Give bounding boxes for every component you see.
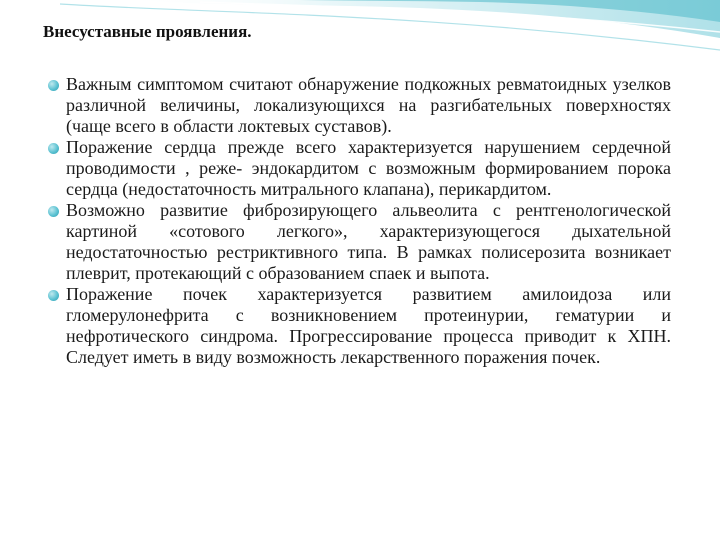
list-item-text: Поражение почек характеризуется развитием амилоидоза или гломерулонефрита с возникновением протеинурии, гематурии и нефротического синдрома. Прогрессирование процесса приводит к ХПН. Следует иметь в виду возможность лекарственного поражения почек. bbox=[66, 284, 671, 367]
bullet-icon bbox=[48, 143, 59, 154]
list-item-text: Важным симптомом считают обнаружение подкожных ревматоидных узелков различной величины, локализующихся на разгибательных поверхностях (чаще всего в области локтевых суставов). bbox=[66, 74, 671, 136]
bullet-icon bbox=[48, 80, 59, 91]
list-item bbox=[48, 284, 671, 368]
bullet-list bbox=[48, 74, 671, 368]
list-item bbox=[48, 74, 671, 137]
list-item-text: Поражение сердца прежде всего характеризуется нарушением сердечной проводимости , реже- эндокардитом с возможным формированием порока сердца (недостаточность митрального клапана), перикардитом. bbox=[66, 137, 671, 199]
list-item-text: Возможно развитие фиброзирующего альвеолита с рентгенологической картиной «сотового легкого», характеризующегося дыхательной недостаточностью рестриктивного типа. В рамках полисерозита возникает плеврит, протекающий с образованием спаек и выпота. bbox=[66, 200, 671, 283]
slide-title: Внесуставные проявления. bbox=[43, 22, 252, 41]
bullet-icon bbox=[48, 290, 59, 301]
bullet-icon bbox=[48, 206, 59, 217]
list-item bbox=[48, 200, 671, 284]
list-item bbox=[48, 137, 671, 200]
